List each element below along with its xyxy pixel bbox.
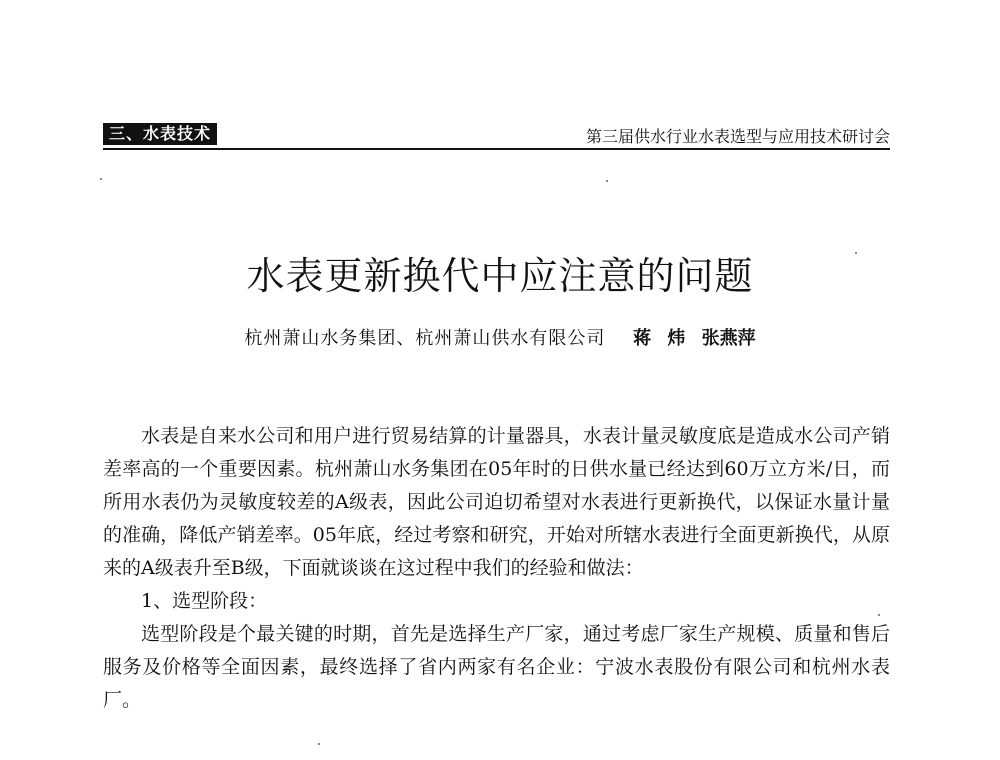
scan-speck: [855, 252, 857, 254]
scan-speck: [606, 180, 608, 182]
scan-speck: [318, 743, 320, 745]
header-rule: [103, 148, 890, 150]
body-paragraph-2: 选型阶段是个最关键的时期，首先是选择生产厂家，通过考虑厂家生产规模、质量和售后服务及价格等全面因素，最终选择了省内两家有名企业：宁波水表股份有限公司和杭州水表厂。: [103, 623, 890, 711]
scan-speck: [100, 178, 102, 180]
conference-title: 第三届供水行业水表选型与应用技术研讨会: [585, 127, 890, 146]
body-paragraph-1: 水表是自来水公司和用户进行贸易结算的计量器具，水表计量灵敏度底是造成水公司产销差率高的一个重要因素。杭州萧山水务集团在05年时的日供水量已经达到60万立方米/日，而所用水表仍为灵敏度较差的A级表，因此公司迫切希望对水表进行更新换代，以保证水量计量的准确，降低产销差率。05年底，经过考察和研究，开始对所辖水表进行全面更新换代，从原来的A级表升至B级，下面就谈谈在这过程中我们的经验和做法：: [103, 425, 890, 579]
article-title: 水表更新换代中应注意的问题: [246, 254, 754, 299]
author-line: [0, 324, 1000, 350]
page-header: [103, 121, 890, 149]
author-names: 蒋 炜 张燕萍: [633, 328, 756, 349]
author-organization: 杭州萧山水务集团、杭州萧山供水有限公司: [244, 328, 606, 349]
scan-speck: [878, 614, 880, 616]
article-body: [103, 420, 890, 717]
section-heading-1: 1、选型阶段：: [141, 590, 268, 612]
section-tag: 三、水表技术: [103, 123, 217, 145]
